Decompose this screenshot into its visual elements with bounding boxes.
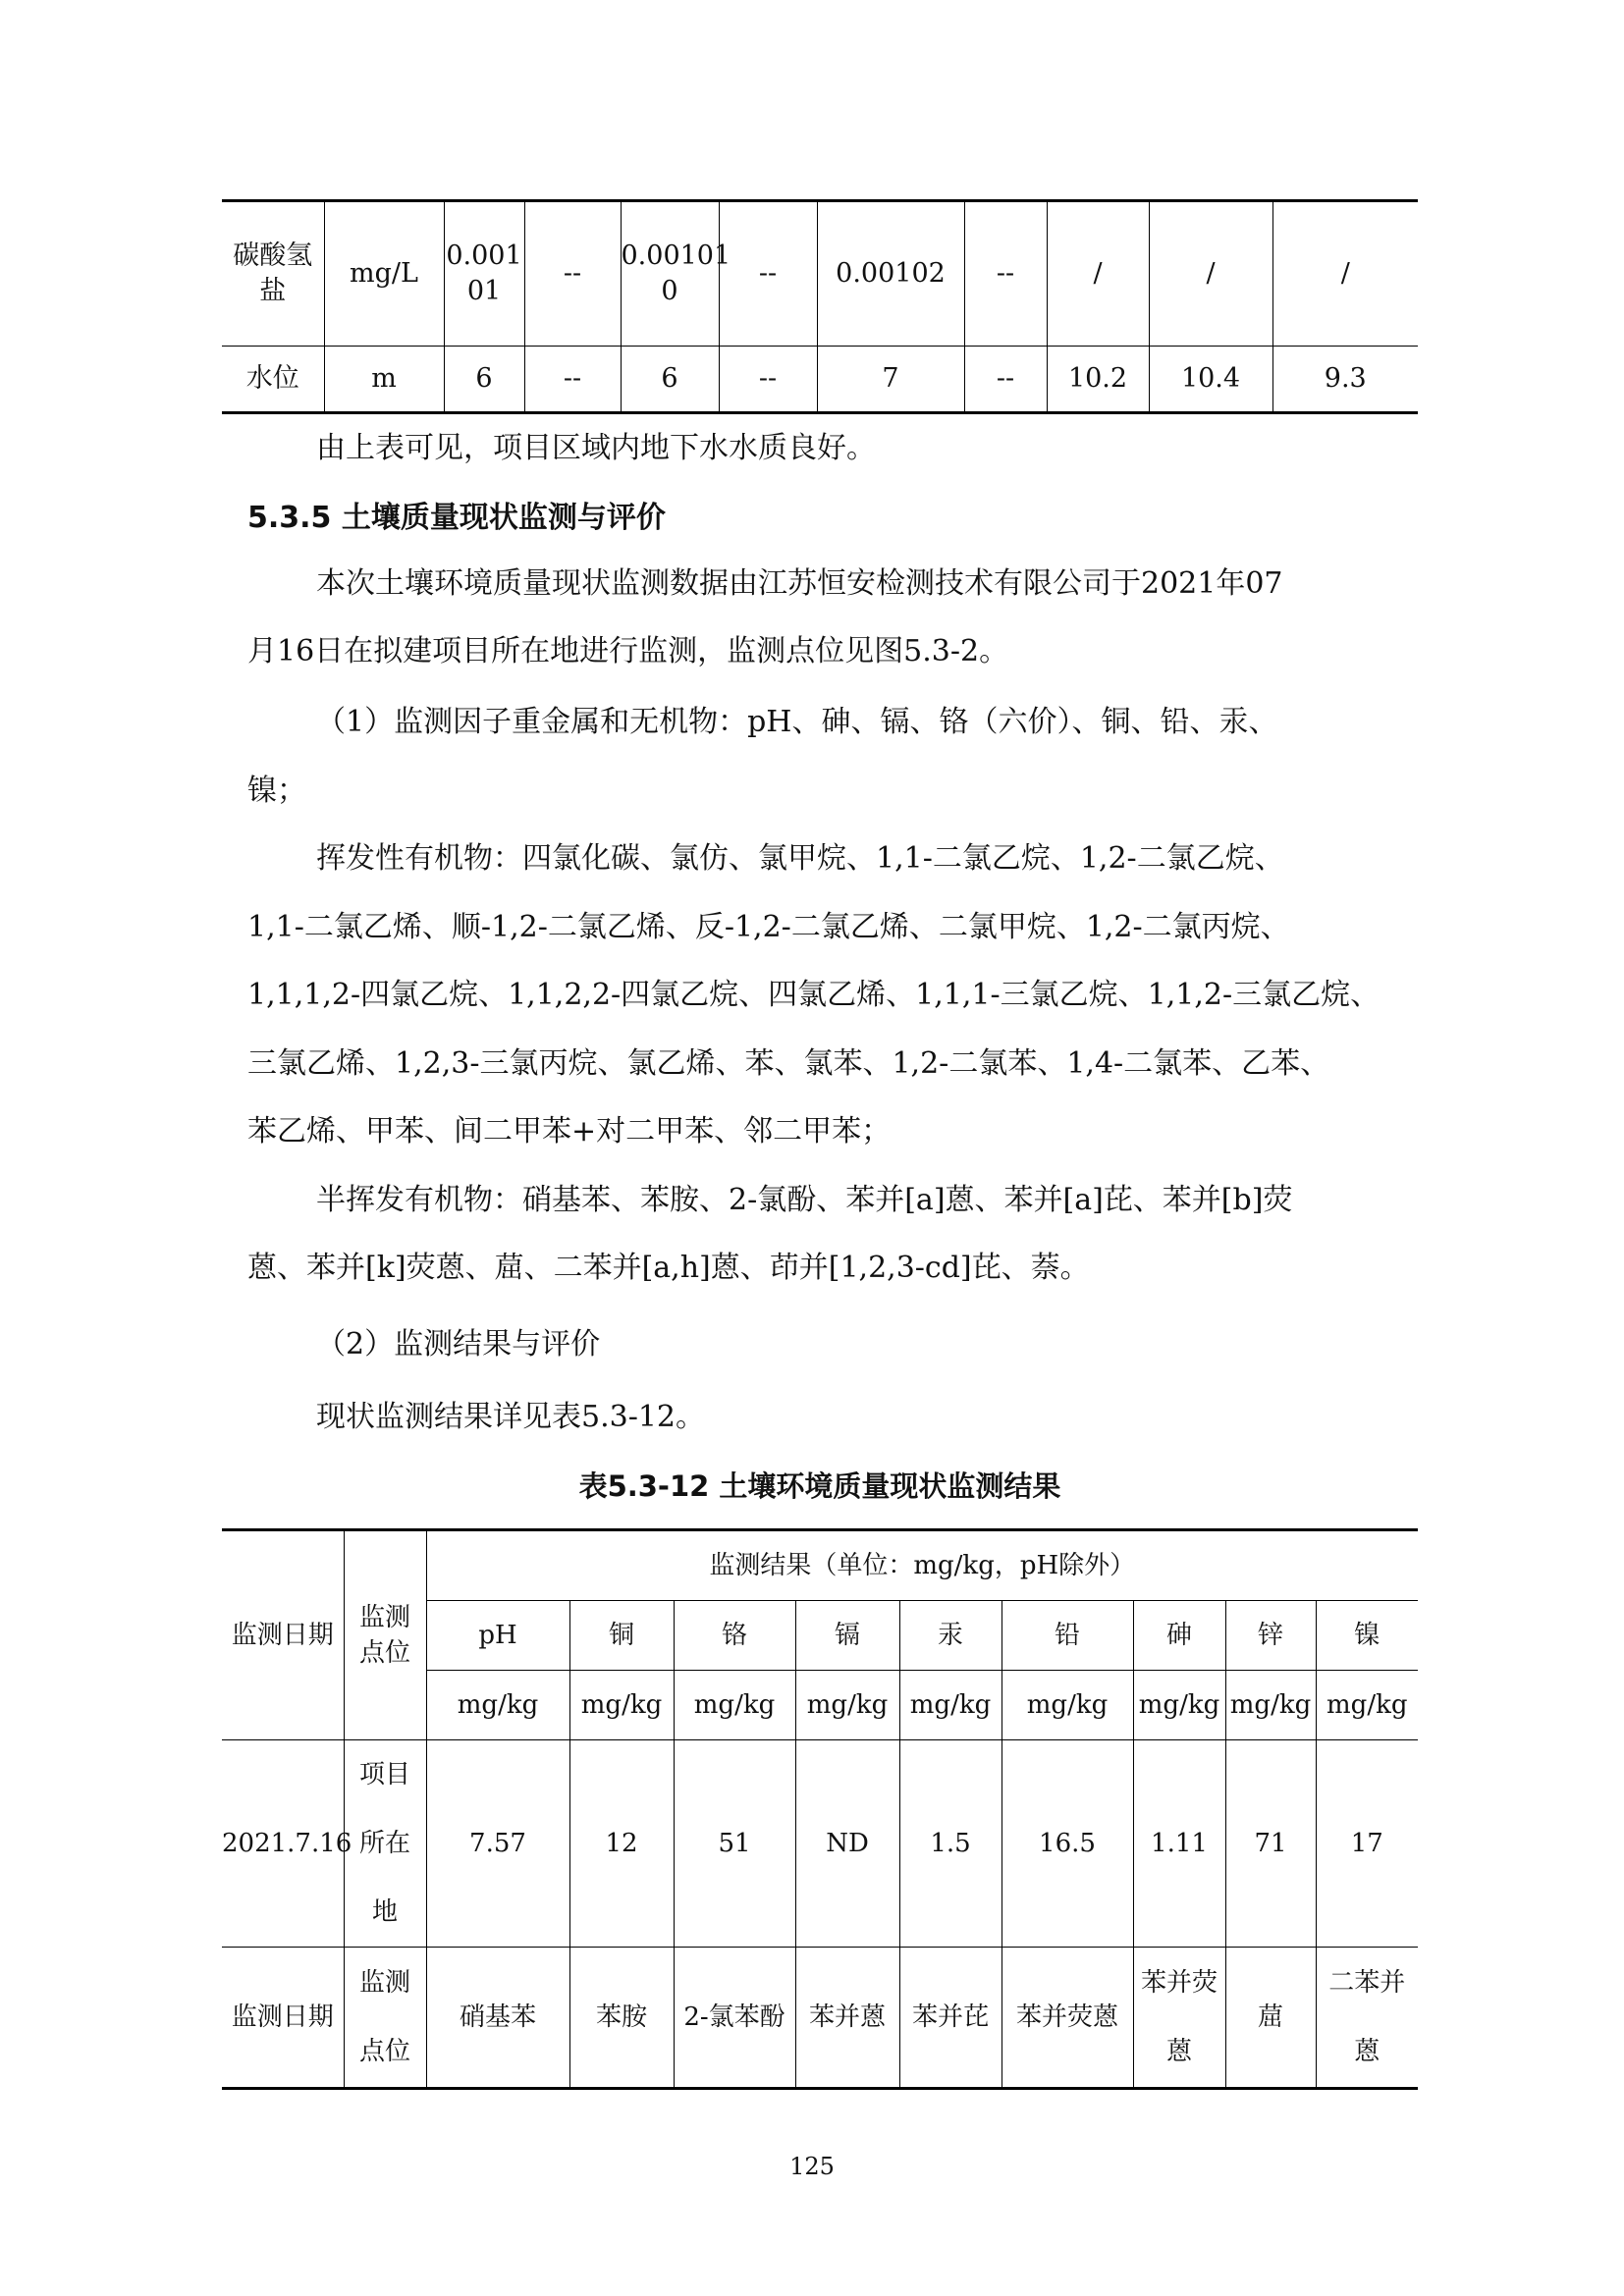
value-cell: 10.2 (1047, 347, 1149, 413)
value-cell: -- (524, 347, 621, 413)
paragraph-line: 半挥发有机物：硝基苯、苯胺、2-氯酚、苯并[a]蒽、苯并[a]芘、苯并[b]荧 (316, 1183, 1293, 1217)
paragraph-line: 本次土壤环境质量现状监测数据由江苏恒安检测技术有限公司于2021年07 (316, 566, 1283, 601)
unit-cell: m (324, 347, 444, 413)
unit-cell: mg/kg (674, 1671, 795, 1740)
value-cell: 0.001 01 (444, 201, 524, 347)
paragraph-line: 1,1,1,2-四氯乙烷、1,1,2,2-四氯乙烷、四氯乙烯、1,1,1-三氯乙烷、1,1,2-三氯乙烷、 (247, 978, 1380, 1012)
paragraph-line: 月16日在拟建项目所在地进行监测，监测点位见图5.3-2。 (247, 634, 1009, 668)
value-cell: 51 (674, 1740, 795, 1948)
value-cell: -- (964, 347, 1047, 413)
param-header: 硝基苯 (426, 1948, 569, 2089)
unit-cell: mg/kg (795, 1671, 899, 1740)
param-header: 二苯并 蒽 (1328, 1968, 1406, 2066)
unit-cell: mg/kg (1225, 1671, 1316, 1740)
table-header-row (222, 1948, 1418, 2089)
param-header: 铅 (1001, 1601, 1133, 1671)
unit-cell: mg/kg (899, 1671, 1001, 1740)
paragraph-line: 1,1-二氯乙烯、顺-1,2-二氯乙烯、反-1,2-二氯乙烯、二氯甲烷、1,2-二氯丙烷、 (247, 910, 1290, 944)
table-header-row (222, 1530, 1418, 1601)
unit-cell: mg/kg (1316, 1671, 1418, 1740)
paragraph-line: （2）监测结果与评价 (316, 1327, 601, 1362)
groundwater-table-continuation (222, 199, 1418, 414)
section-heading: 5.3.5 土壤质量现状监测与评价 (247, 501, 666, 535)
paragraph-line: 挥发性有机物：四氯化碳、氯仿、氯甲烷、1,1-二氯乙烷、1,2-二氯乙烷、 (316, 841, 1284, 876)
unit-cell: mg/L (324, 201, 444, 347)
value-cell: 9.3 (1324, 363, 1367, 394)
param-header: 苯并蒽 (795, 1948, 899, 2089)
header-date: 监测日期 (222, 1530, 344, 1740)
header-point: 监测 点位 (344, 1948, 426, 2089)
paragraph-line: （1）监测因子重金属和无机物：pH、砷、镉、铬（六价）、铜、铅、汞、 (316, 705, 1278, 739)
param-header: 䓛 (1225, 1948, 1316, 2089)
param-header: 铬 (674, 1601, 795, 1671)
value-cell: 12 (569, 1740, 674, 1948)
param-header: 苯并芘 (899, 1948, 1001, 2089)
paragraph-line: 苯乙烯、甲苯、间二甲苯+对二甲苯、邻二甲苯； (247, 1114, 892, 1148)
value-cell: 10.4 (1149, 347, 1272, 413)
value-cell: ND (795, 1740, 899, 1948)
page-number: 125 (789, 2153, 835, 2180)
date-cell: 2021.7.16 (222, 1740, 344, 1948)
unit-cell: mg/kg (569, 1671, 674, 1740)
value-cell: -- (524, 201, 621, 347)
value-cell: -- (719, 347, 817, 413)
value-cell: 7.57 (426, 1740, 569, 1948)
soil-monitoring-table (222, 1528, 1418, 2090)
paragraph-line: 三氯乙烯、1,2,3-三氯丙烷、氯乙烯、苯、氯苯、1,2-二氯苯、1,4-二氯苯、乙苯、 (247, 1046, 1330, 1081)
value-cell: 1.5 (899, 1740, 1001, 1948)
unit-cell: mg/kg (1133, 1671, 1225, 1740)
param-header: 2-氯苯酚 (674, 1948, 795, 2089)
paragraph-line: 镍； (247, 774, 306, 808)
paragraph-line: 蒽、苯并[k]荧蒽、䓛、二苯并[a,h]蒽、茚并[1,2,3-cd]芘、萘。 (247, 1251, 1090, 1285)
param-header: 苯胺 (569, 1948, 674, 2089)
value-cell: 17 (1316, 1740, 1418, 1948)
param-header: pH (426, 1601, 569, 1671)
value-cell: 1.11 (1133, 1740, 1225, 1948)
table-caption: 表5.3-12 土壤环境质量现状监测结果 (578, 1469, 1061, 1503)
param-header: 汞 (899, 1601, 1001, 1671)
value-cell: / (1272, 201, 1418, 347)
value-cell: -- (719, 201, 817, 347)
value-cell: 0.00102 (817, 201, 964, 347)
value-cell: 6 (621, 347, 719, 413)
value-cell: / (1047, 201, 1149, 347)
header-group: 监测结果（单位：mg/kg，pH除外） (426, 1530, 1418, 1601)
value-cell: 7 (817, 347, 964, 413)
value-cell: 6 (444, 347, 524, 413)
unit-cell: mg/kg (426, 1671, 569, 1740)
table-row (222, 1740, 1418, 1948)
value-cell: / (1149, 201, 1272, 347)
value-cell: 0.00101 0 (621, 201, 719, 347)
header-point: 监测 点位 (344, 1530, 426, 1740)
param-header: 砷 (1133, 1601, 1225, 1671)
table-row (222, 347, 1418, 413)
value-cell: 16.5 (1001, 1740, 1133, 1948)
paragraph-line: 现状监测结果详见表5.3-12。 (316, 1400, 706, 1434)
value-cell: 71 (1225, 1740, 1316, 1948)
param-header: 锌 (1225, 1601, 1316, 1671)
param-header: 镉 (795, 1601, 899, 1671)
header-date: 监测日期 (222, 1948, 344, 2089)
unit-cell: mg/kg (1001, 1671, 1133, 1740)
param-header: 苯并荧 蒽 (1133, 1948, 1225, 2089)
point-cell: 项目 所在 地 (344, 1740, 426, 1948)
item-cell: 水位 (222, 347, 324, 413)
table-row (222, 201, 1418, 347)
param-header: 镍 (1316, 1601, 1418, 1671)
value-cell: -- (964, 201, 1047, 347)
param-header: 苯并荧蒽 (1001, 1948, 1133, 2089)
conclusion-paragraph: 由上表可见，项目区域内地下水水质良好。 (316, 431, 876, 465)
param-header: 铜 (569, 1601, 674, 1671)
item-cell: 碳酸氢 盐 (222, 201, 324, 347)
